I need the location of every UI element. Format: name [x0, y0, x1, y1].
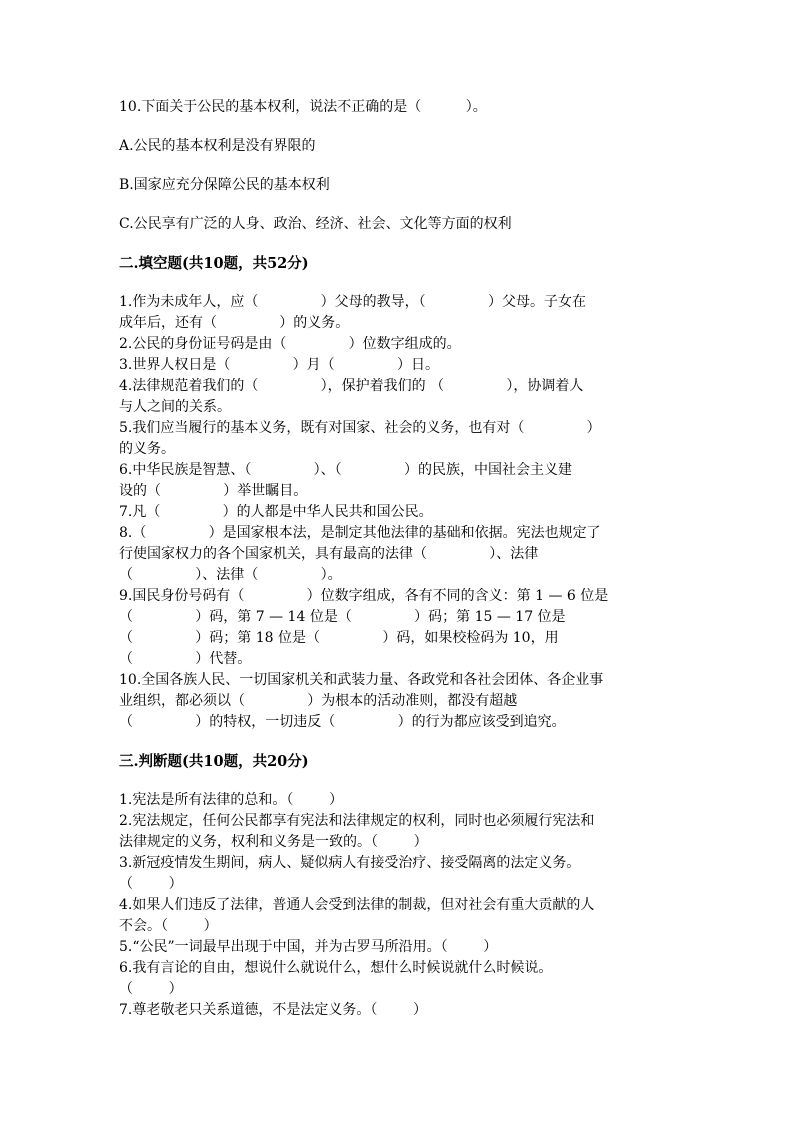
fill-blank-line: 行使国家权力的各个国家机关，具有最高的法律（ ）、法律: [119, 546, 539, 562]
mc-option-c: C.公民享有广泛的人身、政治、经济、社会、文化等方面的权利: [119, 216, 512, 232]
true-false-line: （ ）: [119, 981, 183, 997]
fill-blank-line: （ ）、法律（ ）。: [119, 567, 342, 583]
fill-blank-line: 业组织，都必须以（ ）为根本的活动准则，都没有超越: [119, 693, 518, 709]
fill-blank-heading: 二.填空题(共10题，共52分): [119, 255, 309, 272]
true-false-line: 3.新冠疫情发生期间，病人、疑似病人有接受治疗、接受隔离的法定义务。: [119, 855, 581, 871]
fill-blank-line: 与人之间的关系。: [119, 399, 231, 415]
true-false-line: 法律规定的义务，权利和义务是一致的。（ ）: [119, 834, 428, 850]
fill-blank-line: 的义务。: [119, 441, 175, 457]
true-false-line: （ ）: [119, 876, 183, 892]
mc-option-b: B.国家应充分保障公民的基本权利: [119, 177, 330, 193]
true-false-line: 6.我有言论的自由，想说什么就说什么，想什么时候说就什么时候说。: [119, 960, 553, 976]
true-false-line: 7.尊老敬老只关系道德，不是法定义务。（ ）: [119, 1002, 427, 1018]
true-false-line: 不会。（ ）: [119, 918, 218, 934]
fill-blank-line: 2.公民的身份证号码是由（ ）位数字组成的。: [119, 336, 461, 352]
true-false-heading: 三.判断题(共10题，共20分): [119, 753, 309, 770]
fill-blank-line: 8.（ ）是国家根本法，是制定其他法律的基础和依据。宪法也规定了: [119, 525, 601, 541]
fill-blank-line: 5.我们应当履行的基本义务，既有对国家、社会的义务，也有对（ ）: [119, 420, 601, 436]
fill-blank-line: 1.作为未成年人，应（ ）父母的教导，（ ）父母。子女在: [119, 294, 586, 310]
fill-blank-line: 4.法律规范着我们的（ ），保护着我们的 （ ），协调着人: [119, 378, 584, 394]
true-false-line: 1.宪法是所有法律的总和。（ ）: [119, 792, 343, 808]
fill-blank-line: （ ）代替。: [119, 651, 252, 667]
fill-blank-line: 9.国民身份号码有（ ）位数字组成，各有不同的含义：第 1 — 6 位是: [119, 588, 609, 604]
fill-blank-line: 设的（ ）举世瞩目。: [119, 483, 308, 499]
fill-blank-line: （ ）码；第 18 位是（ ）码，如果校检码为 10，用: [119, 630, 559, 646]
fill-blank-line: 10.全国各族人民、一切国家机关和武装力量、各政党和各社会团体、各企业事: [119, 672, 604, 688]
mc-option-a: A.公民的基本权利是没有界限的: [119, 138, 316, 154]
mc-question-stem: 10.下面关于公民的基本权利，说法不正确的是（ ）。: [119, 99, 487, 115]
fill-blank-line: （ ）码，第 7 — 14 位是（ ）码；第 15 — 17 位是: [119, 609, 566, 625]
fill-blank-line: 3.世界人权日是（ ）月（ ）日。: [119, 357, 439, 373]
true-false-line: 4.如果人们违反了法律，普通人会受到法律的制裁，但对社会有重大贡献的人: [119, 897, 595, 913]
fill-blank-line: （ ）的特权，一切违反（ ）的行为都应该受到追究。: [119, 714, 566, 730]
fill-blank-line: 7.凡（ ）的人都是中华人民共和国公民。: [119, 504, 433, 520]
fill-blank-line: 6.中华民族是智慧、（ ）、（ ）的民族，中国社会主义建: [119, 462, 572, 478]
true-false-line: 5.“公民”一词最早出现于中国，并为古罗马所沿用。（ ）: [119, 939, 498, 955]
true-false-line: 2.宪法规定，任何公民都享有宪法和法律规定的权利，同时也必须履行宪法和: [119, 813, 595, 829]
fill-blank-line: 成年后，还有（ ）的义务。: [119, 315, 350, 331]
